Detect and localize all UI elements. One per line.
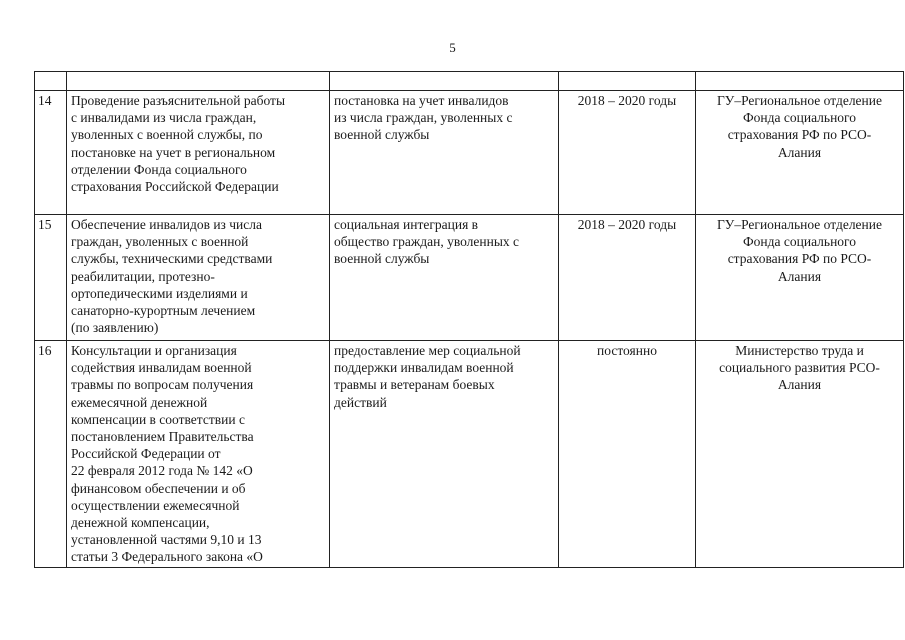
measure-name: Консультации и организация содействия инвалидам военной травмы по вопросам получения ежемесячной денежной компенсации в соответствии с постановлением Правительства Российской Федерации от 22 февраля 2012 года № 142 «О финансовом обеспечении и об осуществлении ежемесячной денежной компенсации, установленной частями 9,10 и 13 статьи 3 Федерального закона «О xyxy=(67,341,330,568)
header-cell-num xyxy=(35,72,67,91)
row-number: 16 xyxy=(35,341,67,568)
row-number: 14 xyxy=(35,91,67,215)
measures-table xyxy=(34,71,904,568)
measure-name: Обеспечение инвалидов из числа граждан, уволенных с военной службы, техническими средствами реабилитации, протезно- ортопедическими изделиями и санаторно-курортным лечением (по заявлению) xyxy=(67,215,330,341)
row-number: 15 xyxy=(35,215,67,341)
table-row xyxy=(35,341,904,568)
measure-responsible: Министерство труда и социального развития РСО- Алания xyxy=(696,341,904,568)
table-row xyxy=(35,215,904,341)
measure-responsible: ГУ–Региональное отделение Фонда социального страхования РФ по РСО- Алания xyxy=(696,91,904,215)
measure-term: 2018 – 2020 годы xyxy=(559,215,696,341)
measure-goal: предоставление мер социальной поддержки инвалидам военной травмы и ветеранам боевых действий xyxy=(330,341,559,568)
measure-goal: социальная интеграция в общество граждан, уволенных с военной службы xyxy=(330,215,559,341)
header-cell-term xyxy=(559,72,696,91)
header-cell-name xyxy=(67,72,330,91)
measure-term: 2018 – 2020 годы xyxy=(559,91,696,215)
table-row xyxy=(35,91,904,215)
header-cell-resp xyxy=(696,72,904,91)
table-header-row xyxy=(35,72,904,91)
measure-name: Проведение разъяснительной работы с инвалидами из числа граждан, уволенных с военной службы, по постановке на учет в региональном отделении Фонда социального страхования Российской Федерации xyxy=(67,91,330,215)
measure-term: постоянно xyxy=(559,341,696,568)
page-number: 5 xyxy=(449,40,456,55)
measure-goal: постановка на учет инвалидов из числа граждан, уволенных с военной службы xyxy=(330,91,559,215)
measure-responsible: ГУ–Региональное отделение Фонда социального страхования РФ по РСО- Алания xyxy=(696,215,904,341)
header-cell-goal xyxy=(330,72,559,91)
